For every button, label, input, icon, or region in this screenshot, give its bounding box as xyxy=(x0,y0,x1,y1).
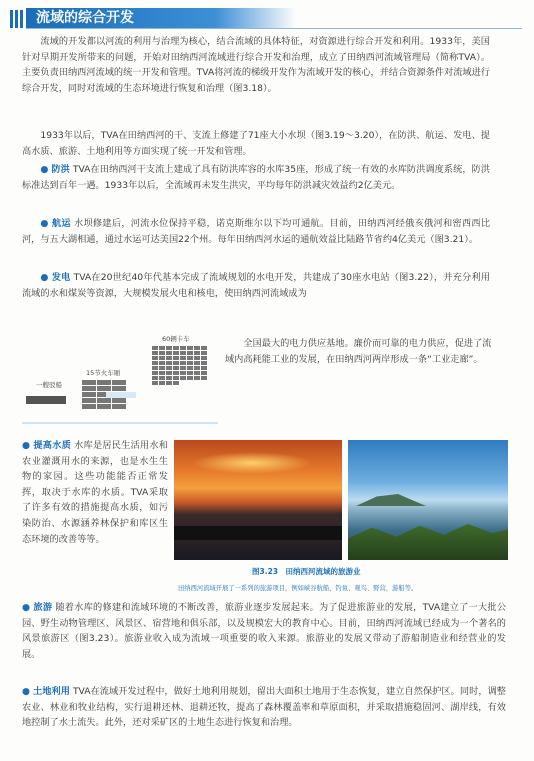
trucks-label: 60辆卡车 xyxy=(162,335,190,343)
reservoir-landscape-photo xyxy=(348,440,508,560)
bullet-icon: ● xyxy=(22,602,31,613)
intro-paragraph: 流域的开发都以河流的利用与治理为核心，结合流域的具体特征，对资源进行综合开发和利用。1933年，美国针对早期开发所带来的问题，开始对田纳西河流域进行综合开发和治理，成立了田纳西河流域管理局（简称TVA）。主要负责田纳西河流域的统一开发和管理。TVA将河流的梯级开发作为流域开发的核心，并结合资源条件对流域进行综合开发，同时对流域的生态环境进行恢复和治理（图3.18）。 xyxy=(22,36,490,94)
sunset-lake-photo xyxy=(174,440,342,560)
land-use-heading: 土地利用 xyxy=(33,686,70,697)
dam-paragraph: 1933年以后，TVA在田纳西河的干、支流上修建了71座大小水坝（图3.19～3.20），在防洪、航运、发电、提高水质、旅游、土地利用等方面实现了统一开发和管理。 xyxy=(22,130,490,157)
power-text: TVA在20世纪40年代基本完成了流域规划的水电开发，共建成了30座水电站（图3.22），并充分利用流域的水和煤炭等资源，大规模发展火电和核电，使田纳西河流域成为 xyxy=(22,272,491,299)
section-title: 流域的综合开发 xyxy=(26,8,296,28)
flood-heading: 防洪 xyxy=(51,164,70,175)
section-header xyxy=(10,8,522,30)
water-quality-paragraph xyxy=(22,438,168,547)
bullet-icon: ● xyxy=(40,218,49,229)
power-paragraph xyxy=(22,270,490,301)
section-marker-icon xyxy=(10,10,22,28)
bullet-icon: ● xyxy=(22,440,31,451)
barge-label: 一艘驳船 xyxy=(36,381,62,389)
tourism-heading: 旅游 xyxy=(33,602,53,613)
tourism-paragraph xyxy=(22,600,506,662)
tourism-figure-block xyxy=(22,438,508,594)
power-continuation: 全国最大的电力供应基地。廉价而可靠的电力供应，促进了流域内高耗能工业的发展，在田纳西河两岸形成一条“工业走廊”。 xyxy=(225,338,492,365)
ground-line xyxy=(22,422,218,424)
bullet-icon: ● xyxy=(40,164,49,175)
flood-text: TVA在田纳西河干支流上建成了具有防洪库容的水库35座，形成了统一有效的水库防洪调度系统，防洪标准达到百年一遇。1933年以后，全流域再未发生洪灾，平均每年防洪减灾效益约2亿美元。 xyxy=(22,164,490,191)
barge-icon xyxy=(26,396,66,404)
foreground-trees xyxy=(348,524,508,560)
section-rule xyxy=(26,28,522,29)
navigation-paragraph xyxy=(22,216,490,247)
water-quality-heading: 提高水质 xyxy=(33,440,72,451)
shoreline xyxy=(174,526,342,540)
cloud-glow xyxy=(192,452,312,474)
distant-hill xyxy=(356,494,426,506)
land-use-paragraph xyxy=(22,684,506,731)
bullet-icon: ● xyxy=(40,272,49,283)
figure-note: 田纳西河流域开展了一系列的旅游项目，例如峡谷航船、钓鱼、观鸟、野营、游船等。 xyxy=(178,585,418,592)
trucks-icon xyxy=(152,346,207,385)
water-decoration xyxy=(106,392,136,398)
figure-caption: 图3.23 田纳西河流域的旅游业 xyxy=(252,567,361,576)
land-use-text: TVA在流域开发过程中，做好土地利用规划，留出大面积土地用于生态恢复，建立自然保护区。同时，调整农业、林业和牧业结构，实行退耕还林、退耕还牧，提高了森林覆盖率和草原面积，并采取措施稳固河、湖岸线，有效地控制了水土流失。此外，还对采矿区的土地生态进行恢复和治理。 xyxy=(22,686,506,729)
navigation-text: 水坝修建后，河流水位保持平稳，诺克斯维尔以下均可通航。目前，田纳西河经俄亥俄河和密西西比河，与五大湖相通，通过水运可达美国22个州。每年田纳西河水运的通航效益比陆路节省约4亿美元（图3.21）。 xyxy=(22,218,491,245)
tourism-text: 随着水库的修建和流域环境的不断改善，旅游业逐步发展起来。为了促进旅游业的发展，TVA建立了一大批公园、野生动物管理区、风景区、宿营地和俱乐部，以及规模宏大的教育中心。目前，田纳西河流域已经成为一个著名的风景旅游区（图3.23）。旅游业收入成为流域一项重要的收入来源。旅游业的发展又带动了游船制造业和经营业的发展。 xyxy=(22,602,507,660)
flood-paragraph xyxy=(22,162,490,193)
water-quality-text: 水库是居民生活用水和农业灌溉用水的来源，也是水生生物的家园。这些功能能否正常发挥，取决于水库的水质。TVA采取了许多有效的措施提高水质，如污染防治、水源涵养林保护和库区生态环境的改善等等。 xyxy=(22,440,168,545)
transport-capacity-illustration xyxy=(22,330,218,426)
bullet-icon: ● xyxy=(22,686,31,697)
navigation-heading: 航运 xyxy=(51,218,71,229)
power-heading: 发电 xyxy=(51,272,71,283)
train-label: 15节火车厢 xyxy=(86,369,121,377)
